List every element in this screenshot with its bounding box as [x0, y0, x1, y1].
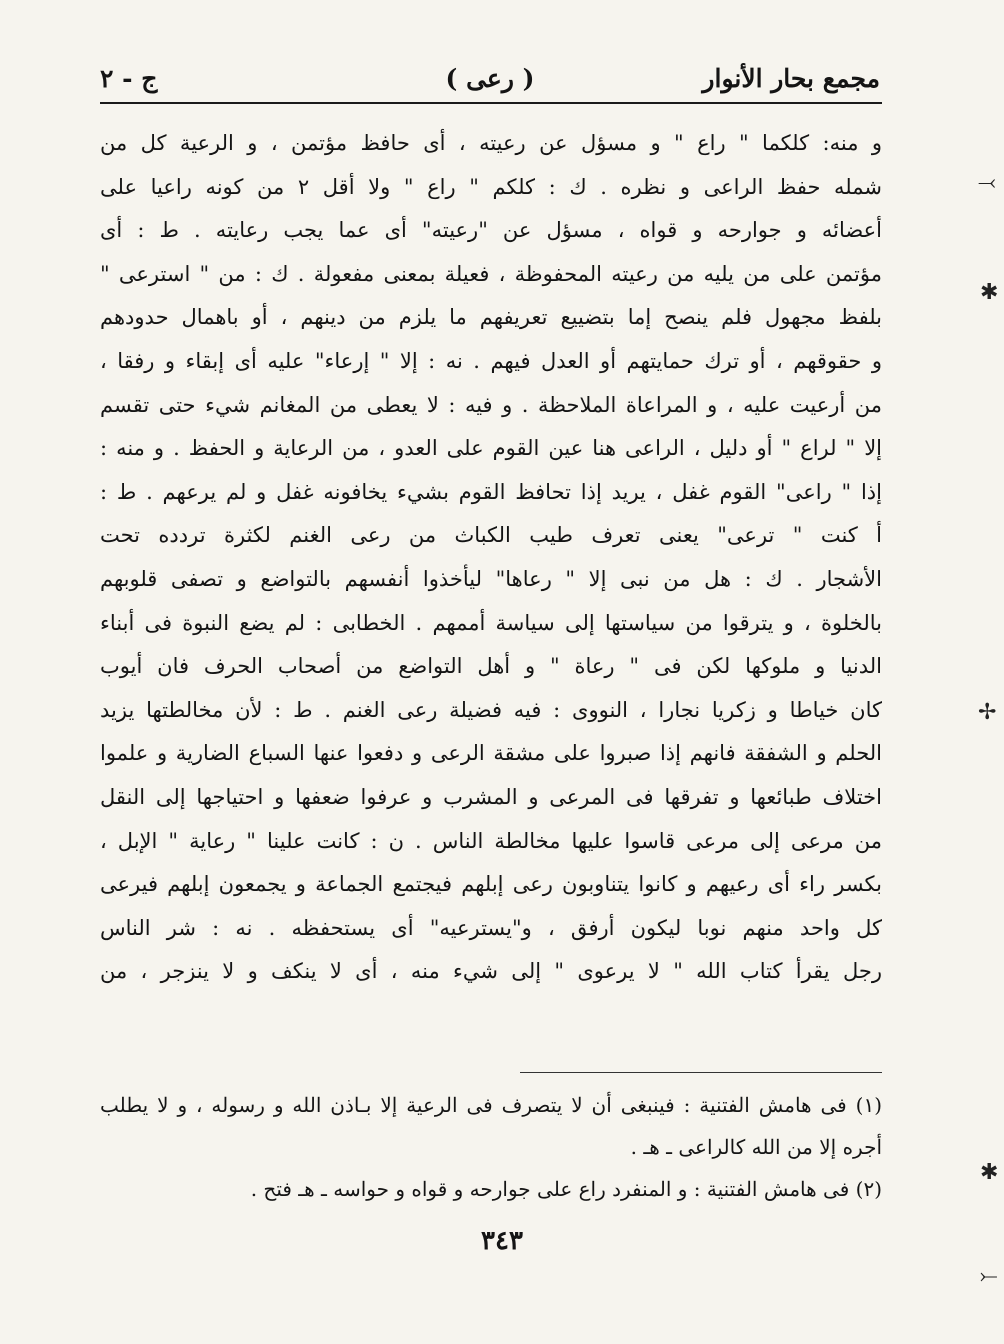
text-line: الدنيا و ملوكها لكن فى " رعاة " و أهل التواضع من أصحاب الحرف فان أيوب	[100, 654, 882, 679]
header-rule	[100, 102, 882, 104]
root-word: ( رعى )	[445, 63, 535, 93]
footnotes	[100, 1084, 882, 1210]
fleuron-mark-icon: ⤙	[978, 170, 996, 195]
text-line: كان خياطا و زكريا نجارا ، النووى : فيه فضيلة رعى الغنم . ط : لأن مخالطتها يزيد	[100, 697, 882, 722]
hook-mark-icon: ⤚	[980, 1264, 998, 1289]
main-text	[100, 122, 882, 994]
footnote-line: أجره إلا من الله كالراعى ـ هـ .	[630, 1135, 882, 1159]
text-line: كل واحد منهم نوبا ليكون أرفق ، و"يسترعيه" أى يستحفظه . نه : شر الناس	[100, 915, 882, 940]
text-line: الأشجار . ك : هل من نبى إلا " رعاها" ليأخذوا أنفسهم بالتواضع و تصفى قلوبهم	[100, 566, 882, 591]
text-line: من مرعى إلى مرعى قاسوا عليها مخالطة الناس . ن : كانت علينا " رعاية " الإبل ،	[100, 828, 882, 853]
text-line: بالخلوة ، و يترقوا من سياستها إلى سياسة أممهم . الخطابى : لم يضع النبوة فى أبناء	[100, 610, 882, 635]
text-line: إلا " لراع " أو دليل ، الراعى هنا عين القوم على العدو ، من الرعاية و الحفظ . و منه :	[100, 436, 882, 461]
footnote-line: (٢) فى هامش الفتنية : و المنفرد راع على جوارحه و قواه و حواسه ـ هـ فتح .	[250, 1177, 882, 1201]
asterisk-mark-icon: ✱	[980, 1160, 999, 1185]
book-title: مجمع بحار الأنوار	[702, 63, 880, 93]
text-line: أ كنت " ترعى" يعنى تعرف طيب الكباث من رعى الغنم لكثرة تردده تحت	[100, 523, 882, 548]
text-line: من أرعيت عليه ، و المراعاة الملاحظة . و فيه : لا يعطى من المغانم شيء حتى تقسم	[100, 392, 882, 417]
running-header	[100, 58, 880, 98]
text-line: مؤتمن على من يليه من رعيته المحفوظة ، فعيلة بمعنى مفعولة . ك : من " استرعى "	[100, 261, 882, 286]
text-line: بلفظ مجهول فلم ينصح إما بتضييع تعريفهم ما يلزم من دينهم ، أو باهمال حدودهم	[100, 305, 882, 330]
text-line: اختلاف طبائعها و تفرقها فى المرعى و المشرب و عرفوا ضعفها و احتياجها إلى النقل	[100, 784, 882, 809]
text-line: رجل يقرأ كتاب الله " لا يرعوى " إلى شيء منه ، أى لا ينكف و لا ينزجر ، من	[100, 959, 882, 984]
text-line: إذا " راعى" القوم غفل ، يريد إذا تحافظ القوم بشيء يخافونه غفل و لم يرعهم . ط :	[100, 479, 882, 504]
text-line: و حقوقهم ، أو ترك حمايتهم أو العدل فيهم . نه : إلا " إرعاء" عليه أى إبقاء و رفقا ،	[100, 348, 882, 373]
footnote-rule	[520, 1072, 882, 1073]
text-line: بكسر راء أى رعيهم و كانوا يتناوبون رعى إبلهم فيجتمع الجماعة و يجمعون إبلهم فيرعى	[100, 872, 882, 897]
footnote-line: (١) فى هامش الفتنية : فينبغى أن لا يتصرف فى الرعية إلا بـاذن الله و رسوله ، و لا يطلب	[100, 1093, 882, 1117]
cross-mark-icon: ✢	[978, 700, 997, 725]
text-line: شمله حفظ الراعى و نظره . ك : كلكم " راع " ولا أقل ٢ من كونه راعيا على	[100, 174, 882, 199]
page-number: ٣٤٣	[481, 1226, 523, 1256]
volume-label: ج - ٢	[100, 63, 158, 93]
text-line: أعضائه و جوارحه و قواه ، مسؤل عن "رعيته" أى عما يجب رعايته . ط : أى	[100, 218, 882, 243]
asterisk-mark-icon: ✱	[980, 280, 999, 305]
text-line: و منه: كلكما " راع " و مسؤل عن رعيته ، أى حافظ مؤتمن ، و الرعية كل من	[100, 131, 882, 155]
text-line: الحلم و الشفقة فانهم إذا صبروا على مشقة الرعى و دفعوا عنها السباع الضارية و علموا	[100, 741, 882, 766]
